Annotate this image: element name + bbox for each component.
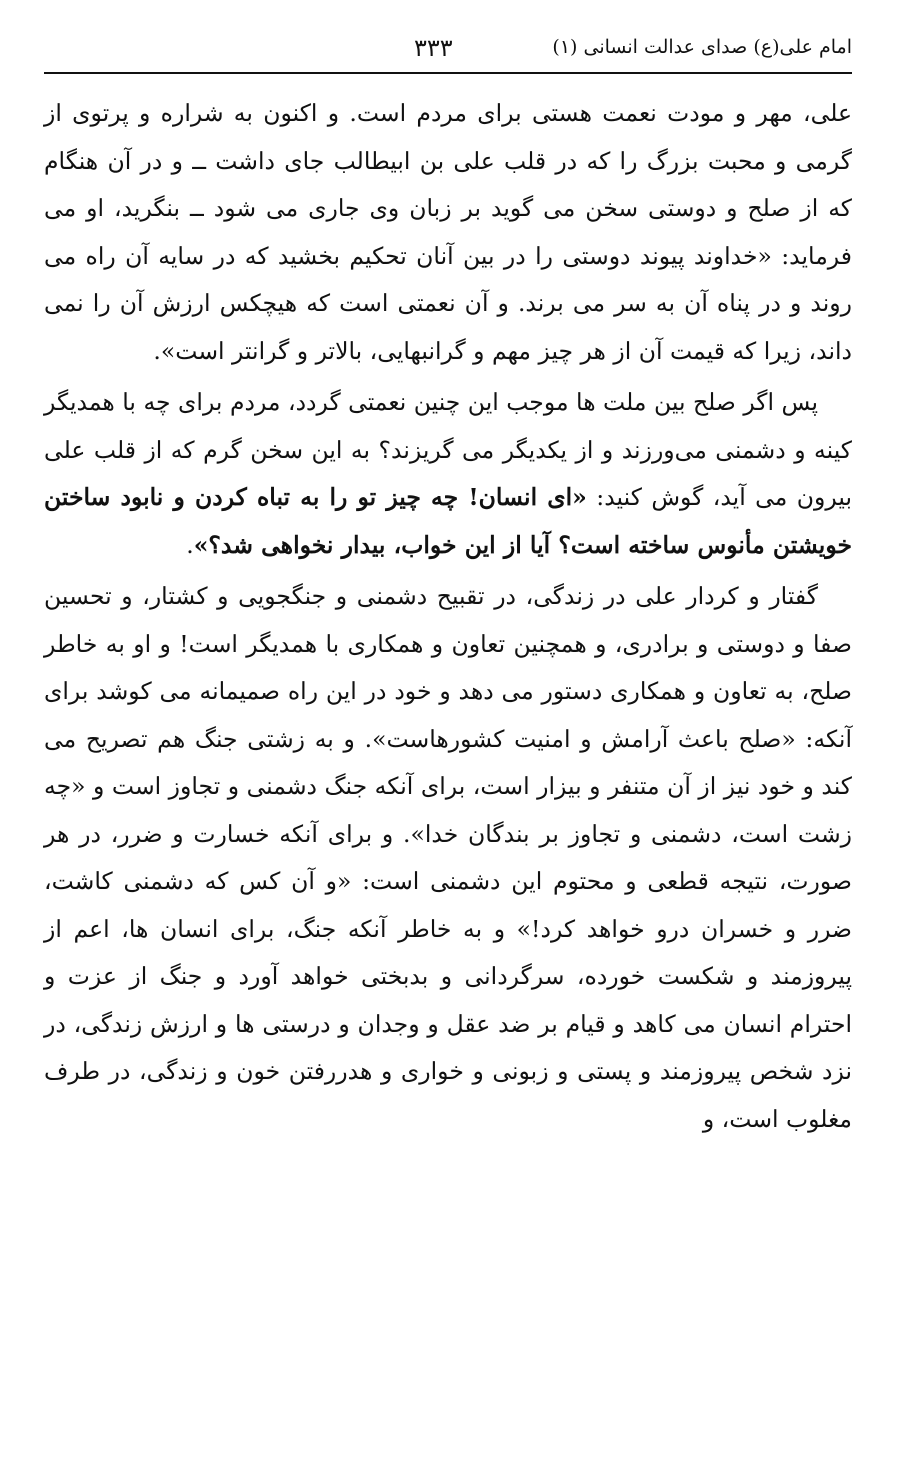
paragraph-3-text: گفتار و کردار علی در زندگی، در تقبیح دشمنی و جنگجویی و کشتار، و تحسین صفا و دوستی و برادری، و همچنین تعاون و همکاری با همدیگر است! و او به خاطر صلح، به تعاون و همکاری دستور می دهد و خود در این راه صمیمانه می کوشد برای آنکه: «صلح باعث آرامش و امنیت کشورهاست». و به زشتی جنگ هم تصریح می کند و خود نیز از آن متنفر و بیزار است، برای آنکه جنگ دشمنی و تجاوز است و «چه زشت است، دشمنی و تجاوز بر بندگان خدا». و برای آنکه خسارت و ضرر، در هر صورت، نتیجه قطعی و محتوم این دشمنی است: «و آن کس که دشمنی کاشت، ضرر و خسران درو خواهد کرد!» و به خاطر آنکه جنگ، برای انسان ها، اعم از پیروزمند و شکست خورده، سرگردانی و بدبختی خواهد آورد و جنگ از عزت و احترام انسان می کاهد و قیام بر ضد عقل و وجدان و درستی ها و ارزش زندگی، در نزد شخص پیروزمند و پستی و زبونی و خواری و هدررفتن خون و زندگی، در طرف مغلوب است، و	[44, 582, 852, 1133]
paragraph-1	[44, 90, 852, 375]
header-divider	[44, 72, 852, 74]
quotation-bold: «ای انسان! چه چیز تو را به تباه کردن و نابود ساختن خویشتن مأنوس ساخته است؟ آیا از این خواب، بیدار نخواهی شد؟»	[44, 483, 852, 559]
paragraph-1-text: علی، مهر و مودت نعمت هستی برای مردم است. و اکنون به شراره و پرتوی از گرمی و محبت بزرگ را که در قلب علی بن ابیطالب جای داشت ــ و در آن هنگام که از صلح و دوستی سخن می گوید بر زبان وی جاری می شود ــ بنگرید، او می فرماید: «خداوند پیوند دوستی را در بین آنان تحکیم بخشید که در سایه آن راه می روند و در پناه آن به سر می برند. و آن نعمتی است که هیچکس ارزش آن را نمی داند، زیرا که قیمت آن از هر چیز مهم و گرانبهایی، بالاتر و گرانتر است».	[44, 99, 852, 365]
body-text	[44, 90, 852, 1147]
page-number: ۳۳۳	[414, 34, 453, 62]
paragraph-2-tail: .	[186, 530, 194, 559]
running-title: امام علی(ع) صدای عدالت انسانی (۱)	[552, 36, 852, 58]
paragraph-3	[44, 573, 852, 1143]
page-header	[44, 30, 852, 70]
paragraph-2	[44, 379, 852, 569]
paragraph-2-text: پس اگر صلح بین ملت ها موجب این چنین نعمتی گردد، مردم برای چه با همدیگر کینه و دشمنی می‌ورزند و از یکدیگر می گریزند؟ به این سخن گرم که از قلب علی بیرون می آید، گوش کنید:	[44, 388, 852, 511]
